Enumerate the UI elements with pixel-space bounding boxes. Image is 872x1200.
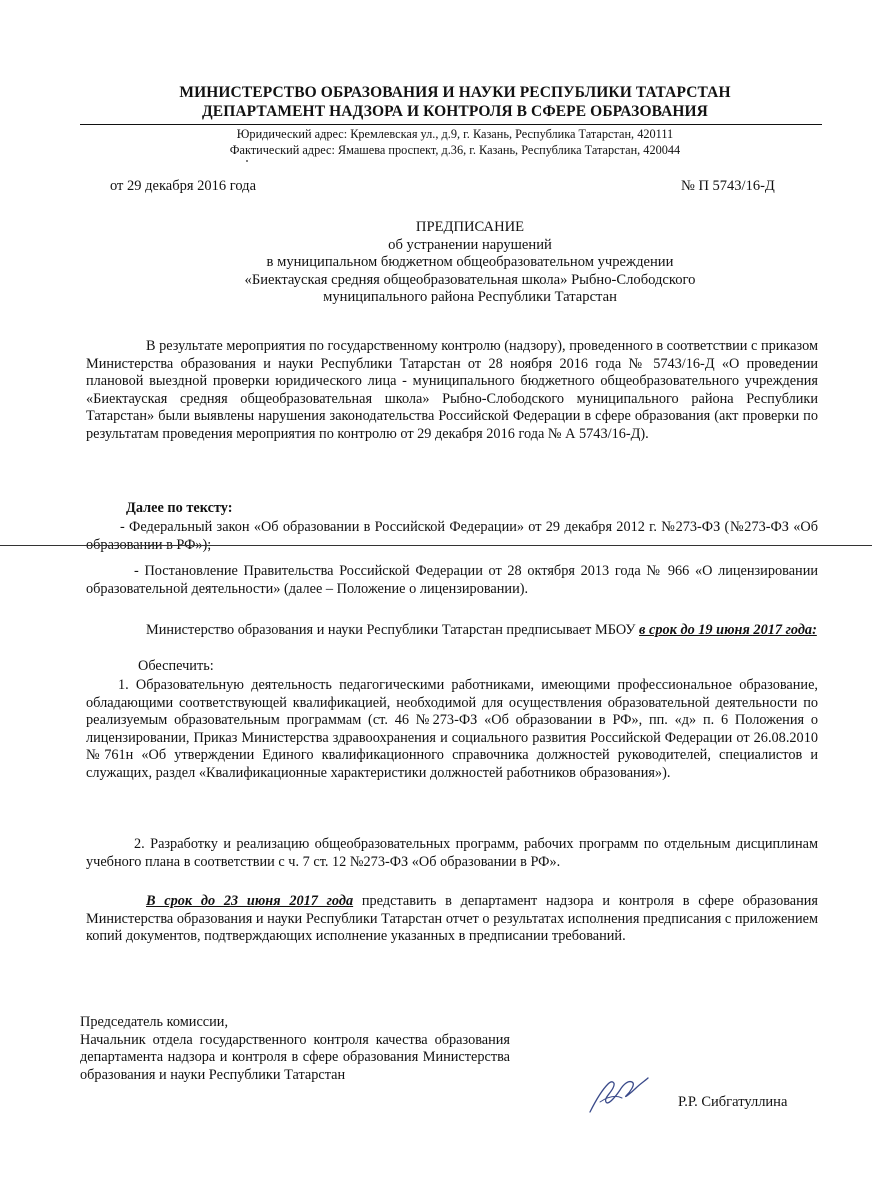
report-deadline: В срок до 23 июня 2017 года — [146, 893, 354, 909]
further-heading: Далее по тексту: — [126, 500, 233, 516]
law-2: - Постановление Правительства Российской Федерации от 28 октября 2013 года № 966 «О лицензировании образовательной деятельности» (далее – Положение о лицензировании). — [86, 563, 818, 597]
handwritten-signature — [586, 1072, 652, 1118]
title-line-1: ПРЕДПИСАНИЕ — [415, 219, 525, 235]
title-line-4: «Биектауская средняя общеобразовательная школа» Рыбно-Слободского — [244, 271, 696, 288]
report-paragraph — [86, 893, 818, 946]
actual-address: Фактический адрес: Ямашева проспект, д.36, г. Казань, Республика Татарстан, 420044 — [229, 143, 681, 157]
document-date: от 29 декабря 2016 года — [110, 178, 256, 194]
ensure-label: Обеспечить: — [138, 658, 214, 674]
department-heading: ДЕПАРТАМЕНТ НАДЗОРА И КОНТРОЛЯ В СФЕРЕ ОБРАЗОВАНИЯ — [202, 103, 708, 120]
order-paragraph — [86, 622, 818, 640]
document-number: № П 5743/16-Д — [681, 178, 775, 194]
intro-paragraph: В результате мероприятия по государственному контролю (надзору), проведенного в соответствии с приказом Министерства образования и науки Республики Татарстан от 28 ноября 2016 года № 5743/16-Д «О проведении плановой выездной проверки юридического лица - муниципального бюджетного общеобразовательного учреждения «Биектауская средняя общеобразовательная школа» Рыбно-Слободского муниципального района Республики Татарстан» были выявлены нарушения законодательства Российской Федерации в сфере образования (акт проверки по результатам проведения мероприятия по контролю от 29 декабря 2016 года № А 5743/16-Д). — [86, 338, 818, 442]
item-1: 1. Образовательную деятельность педагогическими работниками, имеющими профессиональное образование, обладающими соответствующей квалификацией, необходимой для осуществления образовательной деятельности по реализуемым образовательным программам (ст. 46 №273-ФЗ «Об образовании в РФ», пп. «д» п. 6 Положения о лицензировании, Приказ Министерства здравоохранения и социального развития Российской Федерации от 26.08.2010 №761н «Об утверждении Единого квалификационного справочника должностей руководителей, специалистов и служащих, раздел «Квалификационные характеристики должностей работников образования»). — [86, 677, 818, 781]
signatory-name: Р.Р. Сибгатуллина — [678, 1094, 788, 1110]
title-line-3: в муниципальном бюджетном общеобразовательном учреждении — [266, 254, 674, 270]
item-2: 2. Разработку и реализацию общеобразовательных программ, рабочих программ по отдельным дисциплинам учебного плана в соответствии с ч. 7 ст. 12 №273-ФЗ «Об образовании в РФ». — [86, 836, 818, 870]
signatory-title — [80, 1014, 510, 1084]
title-line-5: муниципального района Республики Татарстан — [323, 289, 617, 305]
ministry-heading: МИНИСТЕРСТВО ОБРАЗОВАНИЯ И НАУКИ РЕСПУБЛИКИ ТАТАРСТАН — [179, 84, 731, 101]
signatory-position: Начальник отдела государственного контроля качества образования департамента надзора и контроля в сфере образования Министерства образования и науки Республики Татарстан — [80, 1031, 510, 1083]
scan-artifact-line — [0, 545, 872, 546]
header-divider — [80, 124, 822, 125]
law-1: - Федеральный закон «Об образовании в Российской Федерации» от 29 декабря 2012 г. №273-ФЗ (№273-ФЗ «Об образовании в РФ»); — [86, 519, 818, 553]
scan-speck — [246, 160, 248, 162]
report-text: представить в департамент надзора и контроля в сфере образования Министерства образования и науки Республики Татарстан отчет о результатах исполнения предписания с приложением копий документов, подтверждающих исполнение указанных в предписании требований. — [86, 893, 819, 945]
legal-address: Юридический адрес: Кремлевская ул., д.9, г. Казань, Республика Татарстан, 420111 — [236, 127, 674, 141]
title-line-2: об устранении нарушений — [388, 236, 552, 253]
order-deadline: в срок до 19 июня 2017 года: — [639, 622, 817, 638]
document-title — [160, 219, 780, 307]
signatory-role: Председатель комиссии, — [80, 1014, 229, 1030]
order-text: Министерство образования и науки Республики Татарстан предписывает МБОУ — [146, 622, 640, 638]
